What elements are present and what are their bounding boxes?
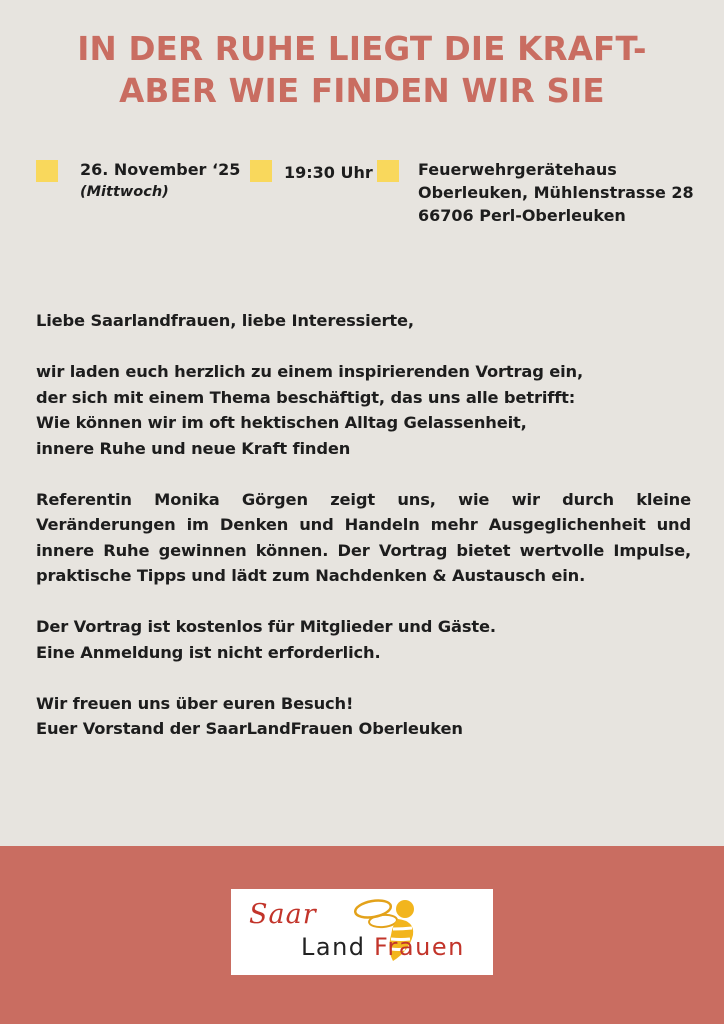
event-date-text: 26. November ‘25 <box>80 160 241 179</box>
page-title <box>0 28 724 112</box>
closing-line: Euer Vorstand der SaarLandFrauen Oberleuken <box>36 719 463 738</box>
event-date <box>80 158 240 204</box>
location-bullet-icon <box>377 160 399 182</box>
info-paragraph <box>36 614 691 665</box>
title-line-1: IN DER RUHE LIEGT DIE KRAFT- <box>77 30 647 68</box>
intro-line: Wie können wir im oft hektischen Alltag Gelassenheit, <box>36 413 527 432</box>
closing-paragraph <box>36 691 691 742</box>
location-line: 66706 Perl-Oberleuken <box>418 206 626 225</box>
letter-body <box>36 308 691 767</box>
date-bullet-icon <box>36 160 58 182</box>
closing-line: Wir freuen uns über euren Besuch! <box>36 693 354 713</box>
location-line: Feuerwehrgerätehaus <box>418 160 617 179</box>
event-time: 19:30 Uhr <box>284 163 373 182</box>
greeting <box>36 308 691 334</box>
intro-line: wir laden euch herzlich zu einem inspirierenden Vortrag ein, <box>36 362 584 381</box>
event-weekday: (Mittwoch) <box>80 184 169 200</box>
footer-band <box>0 846 724 1024</box>
logo-word-saar: Saar <box>249 899 317 930</box>
logo-word-land: Land <box>301 933 366 961</box>
logo-word-frauen: Frauen <box>374 933 465 961</box>
intro-line: innere Ruhe und neue Kraft finden <box>36 438 351 458</box>
time-bullet-icon <box>250 160 272 182</box>
saarlandfrauen-logo <box>231 889 493 975</box>
greeting-line: Liebe Saarlandfrauen, liebe Interessierte, <box>36 311 414 330</box>
intro-paragraph <box>36 359 691 461</box>
event-location <box>418 158 694 227</box>
title-line-2: ABER WIE FINDEN WIR SIE <box>119 72 605 110</box>
intro-line: der sich mit einem Thema beschäftigt, das uns alle betrifft: <box>36 387 576 407</box>
location-line: Oberleuken, Mühlenstrasse 28 <box>418 183 694 202</box>
info-line: Eine Anmeldung ist nicht erforderlich. <box>36 642 381 662</box>
info-line: Der Vortrag ist kostenlos für Mitglieder und Gäste. <box>36 617 496 636</box>
speaker-paragraph: Referentin Monika Görgen zeigt uns, wie wir durch kleine Veränderungen im Denken und Handeln mehr Ausgeglichenheit und innere Ruhe gewinnen können. Der Vortrag bietet wertvolle Impulse, praktische Tipps und lädt zum Nachdenken & Austausch ein. <box>36 489 691 585</box>
